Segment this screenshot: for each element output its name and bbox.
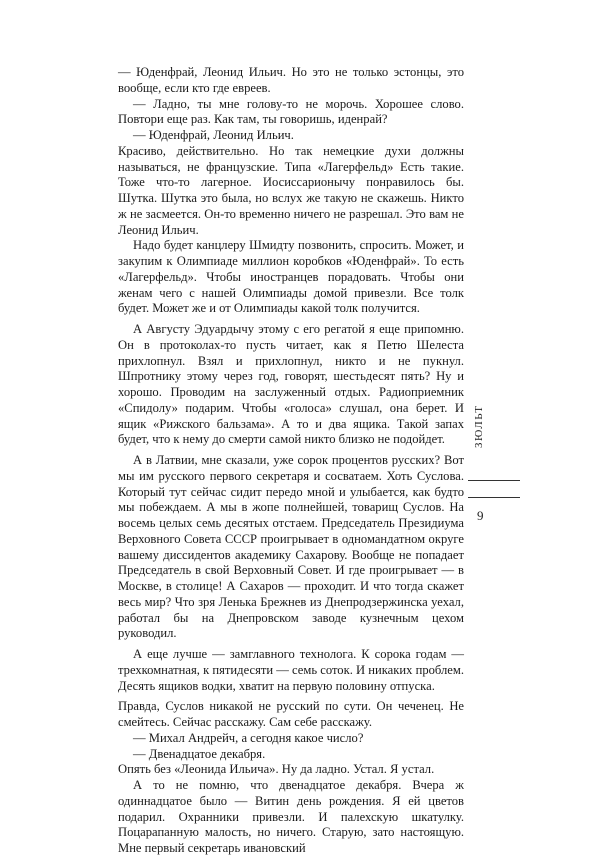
- paragraph: А еще лучше — замглавного технолога. К сорока годам — трехкомнатная, к пятидесяти — семь соток. И никаких проблем. Десять ящиков водки, хватит на первую половину отпуска.: [118, 647, 464, 693]
- paragraph: А то не помню, что двенадцатое декабря. Вчера ж одиннадцатое было — Витин день рождения. Я ей цветов подарил. Охранники привезли. И палехскую шкатулку. Поцарапанную малость, но ничего. Старую, зато настоящую. Мне первый секретарь ивановский: [118, 778, 464, 855]
- paragraph: Опять без «Леонида Ильича». Ну да ладно. Устал. Я устал.: [118, 762, 435, 777]
- main-text-block: [118, 65, 464, 857]
- paragraph: А Августу Эдуардычу этому с его регатой я еще припомню. Он в протоколах-то пусть читает, как я Петю Шелеста прихлопнул. Взял и прихлопнул, никто и не пукнул. Шпротнику этому через год, говорят, шестьдесят пять? Ну и хорошо. Проводим на заслуженный отдых. Радиоприемник «Спидолу» подарим. Чтобы «голоса» слушал, она берет. И ящик «Рижского бальзама». А то и два ящика. Такой запах будет, что к нему до смерти самой никто близко не подойдет.: [118, 322, 464, 447]
- paragraph: — Юденфрай, Леонид Ильич. Но это не только эстонцы, это вообще, если кто где евреев.: [118, 65, 464, 95]
- paragraph: — Ладно, ты мне голову-то не морочь. Хорошее слово. Повтори еще раз. Как там, ты говоришь, иденрай?: [118, 96, 464, 127]
- running-title: ЗЮЛЬТ: [473, 404, 485, 448]
- paragraph: Правда, Суслов никакой не русский по сути. Он чеченец. Не смейтесь. Сейчас расскажу. Сам себе расскажу.: [118, 699, 464, 729]
- sidebar-rule-top: [468, 480, 520, 481]
- paragraph: Красиво, действительно. Но так немецкие духи должны называться, не французские. Типа «Лагерфельд» Есть такие. Тоже что-то лагерное. Иосиссарионычу понравилось бы. Шутка. Шутка это была, но вслух же такую не скажешь. Никто ж не засмеется. Он-то временно ничего не разрешал. Это вам не Леонид Ильич.: [118, 143, 464, 237]
- paragraph: Надо будет канцлеру Шмидту позвонить, спросить. Может, и закупим к Олимпиаде миллион коробков «Юденфрай». То есть «Лагерфельд». Чтобы иностранцев порадовать. Чтобы они женам чего с нашей Олимпиады домой привезли. Все толк будет. Может же и от Олимпиады какой толк получится.: [118, 238, 464, 316]
- paragraph: А в Латвии, мне сказали, уже сорок процентов русских? Вот мы им русского первого секретаря и сосватаем. Хоть Суслова. Который тут сейчас сидит передо мной и улыбается, как будто мы побеждаем. А мы в жопе полнейшей, товарищ Суслов. На восемь целых семь десятых отстаем. Председатель Президиума Верховного Совета СССР проигрывает в одномандатном округе вашему диссидентов академику Сахарову. Вообще не попадает Председатель в свой Верховный Совет. И где проигрывает — в Москве, в столице! А Сахаров — проходит. И что тогда скажет весь мир? Что зря Ленька Брежнев из Днепродзержинска уехал, работал бы на Днепровском заводе кузнечным цехом руководил.: [118, 453, 464, 641]
- page-number: 9: [477, 508, 484, 523]
- paragraph: — Юденфрай, Леонид Ильич.: [133, 128, 294, 142]
- sidebar-rule-bottom: [468, 497, 520, 498]
- paragraph: — Михал Андрейч, а сегодня какое число?: [133, 730, 364, 745]
- paragraph: — Двенадцатое декабря.: [133, 746, 266, 761]
